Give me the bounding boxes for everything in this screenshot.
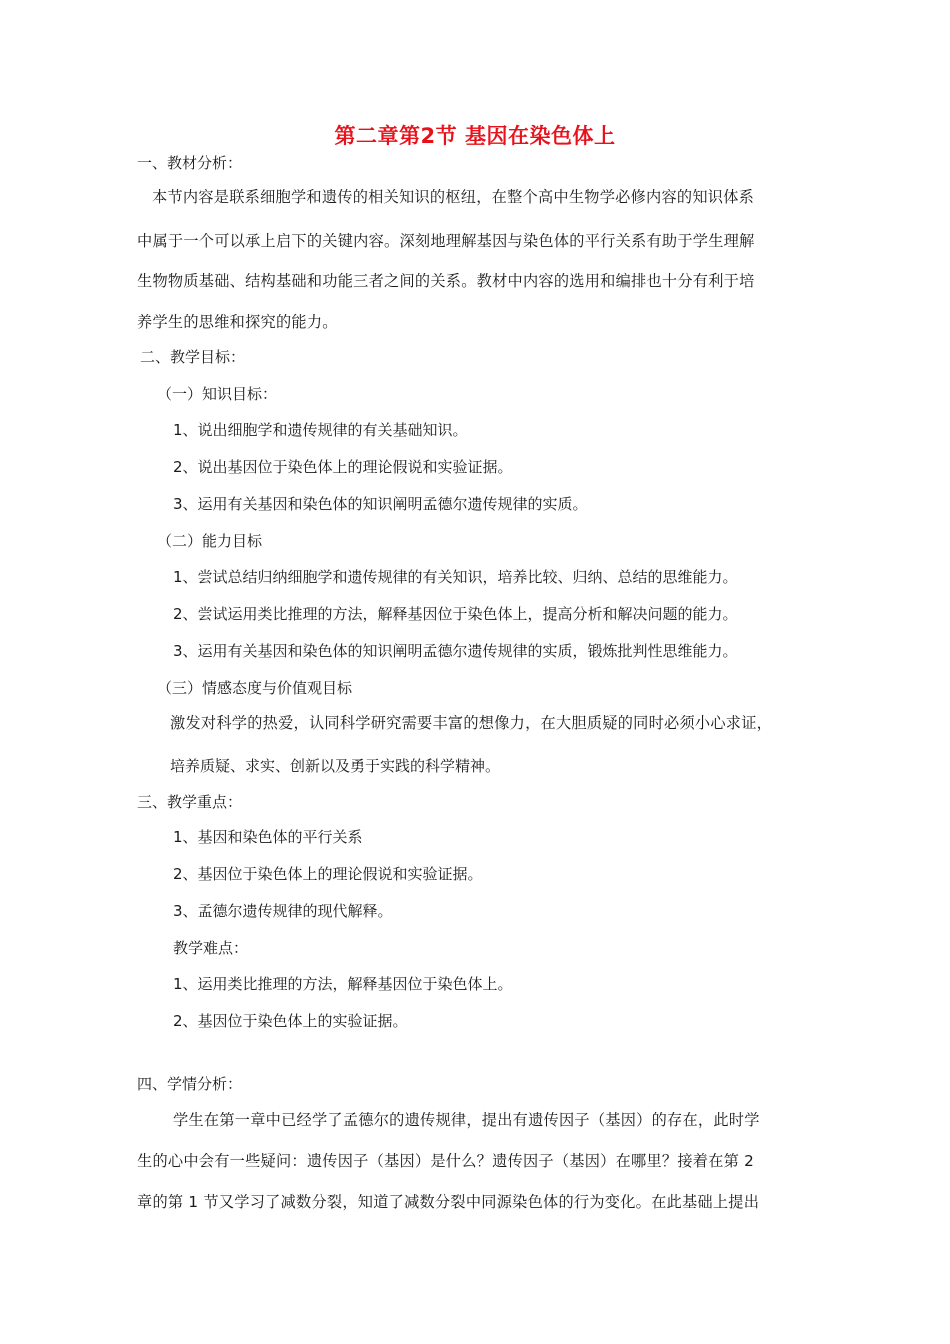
list-item: 1、尝试总结归纳细胞学和遗传规律的有关知识，培养比较、归纳、总结的思维能力。 (173, 568, 738, 586)
paragraph-line: 生物物质基础、结构基础和功能三者之间的关系。教材中内容的选用和编排也十分有利于培 (137, 272, 755, 290)
list-item: 2、基因位于染色体上的理论假说和实验证据。 (173, 865, 483, 883)
list-item: 1、运用类比推理的方法，解释基因位于染色体上。 (173, 975, 513, 993)
subsection-heading: （二）能力目标 (157, 532, 263, 550)
subsection-heading: 教学难点： (173, 939, 249, 957)
list-item: 3、运用有关基因和染色体的知识阐明孟德尔遗传规律的实质，锻炼批判性思维能力。 (173, 642, 738, 660)
section-heading: 二、教学目标： (140, 348, 246, 366)
paragraph-line: 培养质疑、求实、创新以及勇于实践的科学精神。 (170, 757, 501, 775)
list-item: 2、说出基因位于染色体上的理论假说和实验证据。 (173, 458, 513, 476)
list-item: 2、尝试运用类比推理的方法，解释基因位于染色体上，提高分析和解决问题的能力。 (173, 605, 738, 623)
list-item: 3、运用有关基因和染色体的知识阐明孟德尔遗传规律的实质。 (173, 495, 588, 513)
subsection-heading: （一）知识目标： (157, 385, 278, 403)
paragraph-line: 章的第 1 节又学习了减数分裂，知道了减数分裂中同源染色体的行为变化。在此基础上提出 (137, 1193, 760, 1211)
document-title: 第二章第2节 基因在染色体上 (334, 124, 616, 148)
subsection-heading: （三）情感态度与价值观目标 (157, 679, 353, 697)
list-item: 1、基因和染色体的平行关系 (173, 828, 363, 846)
paragraph-line: 养学生的思维和探究的能力。 (137, 313, 338, 331)
paragraph-line: 激发对科学的热爱，认同科学研究需要丰富的想像力，在大胆质疑的同时必须小心求证， (170, 714, 773, 732)
paragraph-line: 学生在第一章中已经学了孟德尔的遗传规律，提出有遗传因子（基因）的存在，此时学 (173, 1111, 760, 1129)
section-heading: 一、教材分析： (137, 154, 243, 172)
list-item: 2、基因位于染色体上的实验证据。 (173, 1012, 408, 1030)
paragraph-line: 中属于一个可以承上启下的关键内容。深刻地理解基因与染色体的平行关系有助于学生理解 (137, 232, 755, 250)
paragraph-line: 本节内容是联系细胞学和遗传的相关知识的枢纽，在整个高中生物学必修内容的知识体系 (152, 188, 755, 206)
section-heading: 三、教学重点： (137, 793, 243, 811)
list-item: 3、孟德尔遗传规律的现代解释。 (173, 902, 393, 920)
list-item: 1、说出细胞学和遗传规律的有关基础知识。 (173, 421, 468, 439)
paragraph-line: 生的心中会有一些疑问：遗传因子（基因）是什么？遗传因子（基因）在哪里？接着在第 2 (137, 1152, 755, 1170)
section-heading: 四、学情分析： (137, 1075, 243, 1093)
